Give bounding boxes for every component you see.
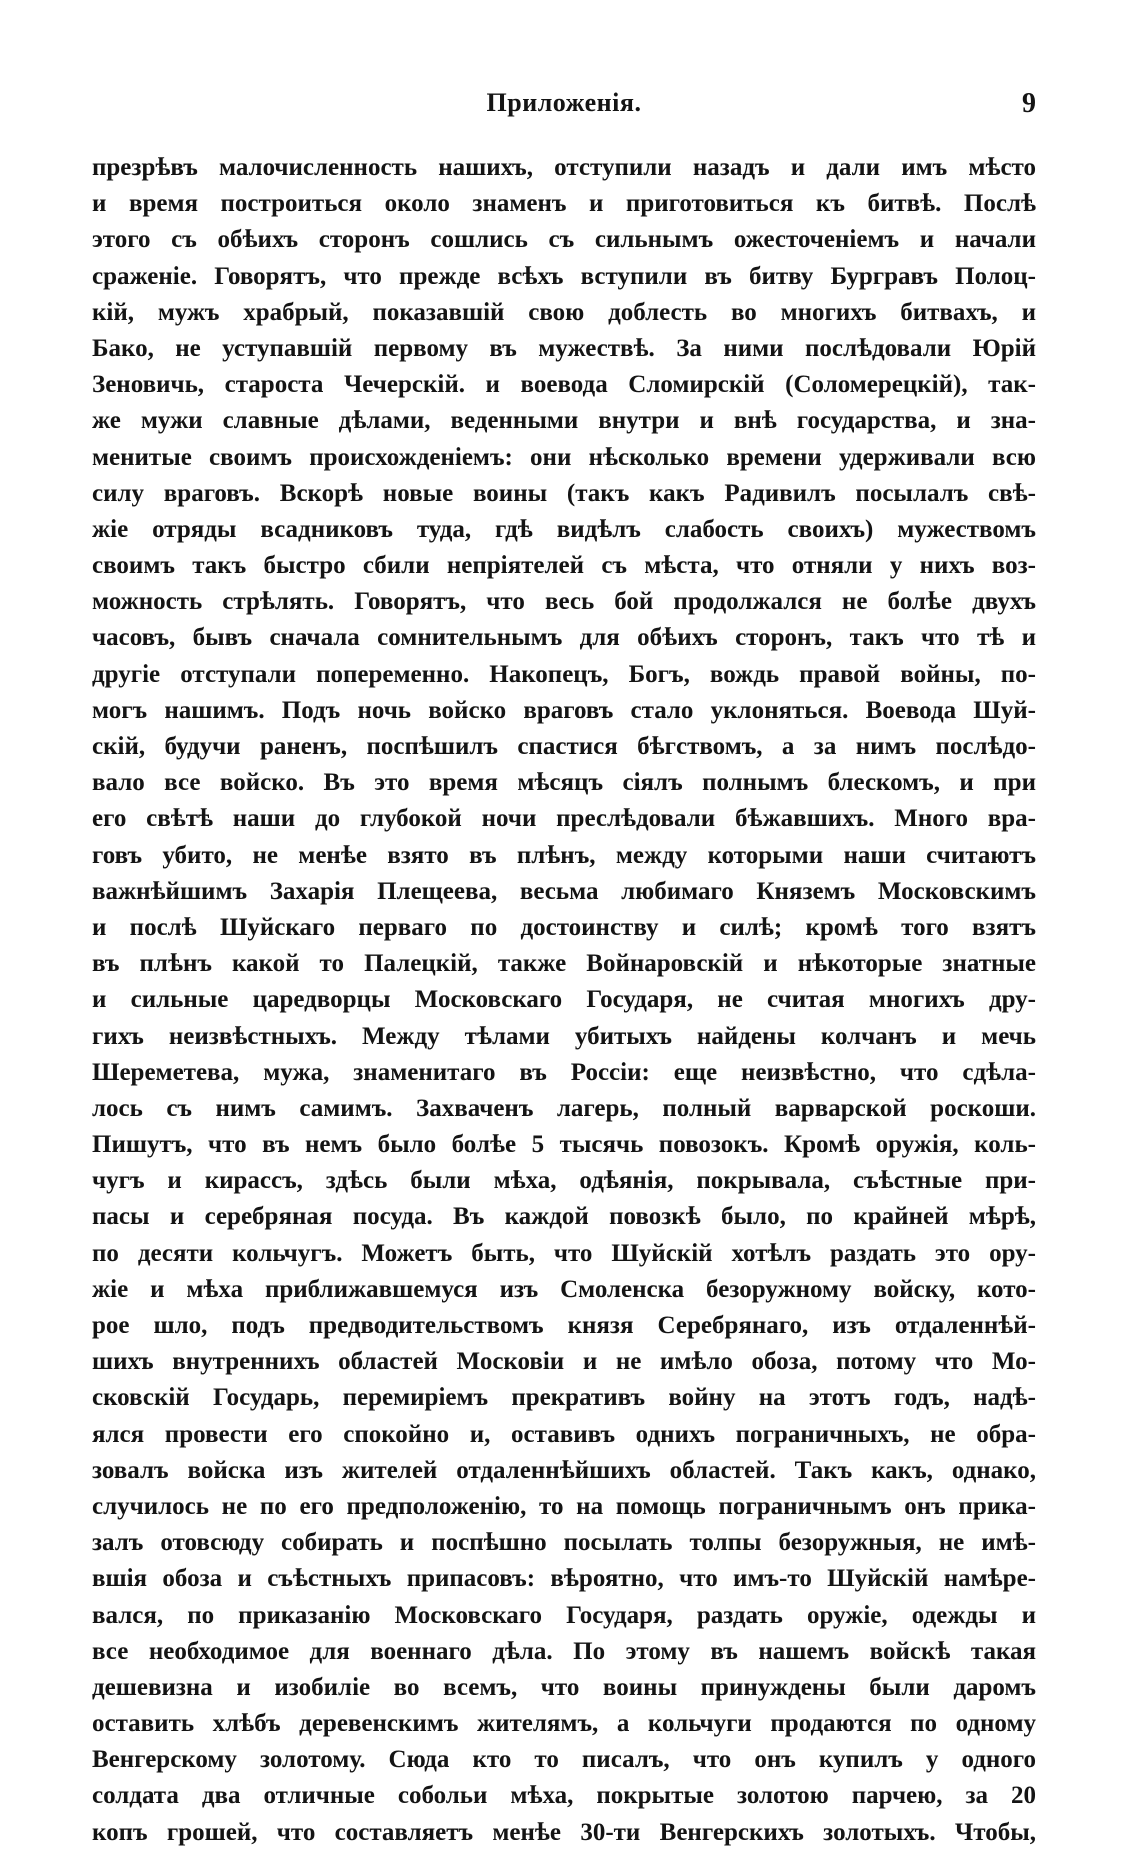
text-line: и сильные царедворцы Московскаго Государя, не считая многихъ дру- <box>92 986 1036 1014</box>
text-line: менитые своимъ происхожденіемъ: они нѣсколько времени удерживали всю <box>92 443 1036 471</box>
text-line: и время построиться около знаменъ и приготовиться къ битвѣ. Послѣ <box>92 190 1036 218</box>
text-line: Венгерскому золотому. Сюда кто то писалъ, что онъ купилъ у одного <box>92 1746 1036 1774</box>
text-line: Пишутъ, что въ немъ было болѣе 5 тысячь повозокъ. Кромѣ оружія, коль- <box>92 1131 1036 1159</box>
text-line: презрѣвъ малочисленность нашихъ, отступили назадъ и дали имъ мѣсто <box>92 154 1036 181</box>
text-line: по десяти кольчугъ. Можетъ быть, что Шуйскій хотѣлъ раздать это ору- <box>92 1239 1036 1267</box>
text-line: лось съ нимъ самимъ. Захваченъ лагерь, полный варварской роскоши. <box>92 1094 1036 1122</box>
text-line: можность стрѣлять. Говорятъ, что весь бой продолжался не болѣе двухъ <box>92 588 1036 616</box>
text-line: копъ грошей, что составляетъ менѣе 30-ти Венгерскихъ золотыхъ. Чтобы, <box>92 1818 1036 1846</box>
text-line: въ плѣнъ какой то Палецкій, также Войнаровскій и нѣкоторые знатные <box>92 950 1036 978</box>
text-line: зовалъ войска изъ жителей отдаленнѣйшихъ областей. Такъ какъ, однако, <box>92 1456 1036 1484</box>
running-title: Приложенія. <box>486 88 642 117</box>
text-line: залъ отовсюду собирать и поспѣшно посылать толпы безоружныя, не имѣ- <box>92 1529 1036 1557</box>
text-line: шихъ внутреннихъ областей Московіи и не имѣло обоза, потому что Мо- <box>92 1348 1036 1376</box>
text-line: другіе отступали попеременно. Накопецъ, Богъ, вождь правой войны, по- <box>92 660 1036 688</box>
text-line: рое шло, подъ предводительствомъ князя Серебрянаго, изъ отдаленнѣй- <box>92 1312 1036 1339</box>
text-line: чугъ и кирассъ, здѣсь были мѣха, одѣянія, покрывала, съѣстные при- <box>92 1167 1036 1195</box>
text-line: часовъ, бывъ сначала сомнительнымъ для обѣихъ сторонъ, такъ что тѣ и <box>92 624 1036 652</box>
text-line: своимъ такъ быстро сбили непріятелей съ мѣста, что отняли у нихъ воз- <box>92 552 1036 580</box>
text-line: же мужи славные дѣлами, веденными внутри и внѣ государства, и зна- <box>92 407 1036 435</box>
text-line: Бако, не уступавшій первому въ мужествѣ. За ними послѣдовали Юрій <box>92 334 1036 362</box>
text-line: силу враговъ. Вскорѣ новые воины (такъ какъ Радивилъ посылалъ свѣ- <box>92 479 1036 507</box>
page-number: 9 <box>1022 88 1036 119</box>
text-line: ялся провести его спокойно и, оставивъ однихъ пограничныхъ, не обра- <box>92 1420 1036 1448</box>
text-line: говъ убито, не менѣе взято въ плѣнъ, между которыми наши считаютъ <box>92 841 1036 869</box>
text-line: могъ нашимъ. Подъ ночь войско враговъ стало уклоняться. Воевода Шуй- <box>92 696 1036 724</box>
body-text <box>92 150 1036 1851</box>
text-line: важнѣйшимъ Захарія Плещеева, весьма любимаго Княземъ Московскимъ <box>92 877 1036 905</box>
text-line: жіе и мѣха приближавшемуся изъ Смоленска безоружному войску, кото- <box>92 1275 1036 1303</box>
text-line: дешевизна и изобиліе во всемъ, что воины принуждены были даромъ <box>92 1673 1036 1701</box>
text-line: вался, по приказанію Московскаго Государя, раздать оружіе, одежды и <box>92 1601 1036 1629</box>
text-line: солдата два отличные собольи мѣха, покрытые золотою парчею, за 20 <box>92 1782 1036 1810</box>
text-line: скій, будучи раненъ, поспѣшилъ спастися бѣгствомъ, а за нимъ послѣдо- <box>92 733 1036 760</box>
text-line: гихъ неизвѣстныхъ. Между тѣлами убитыхъ найдены колчанъ и мечь <box>92 1022 1036 1050</box>
text-line: оставить хлѣбъ деревенскимъ жителямъ, а кольчуги продаются по одному <box>92 1710 1036 1738</box>
text-line: Зеновичь, староста Чечерскій. и воевода Сломирскій (Соломерецкій), так- <box>92 371 1036 399</box>
text-line: и послѣ Шуйскаго перваго по достоинству и силѣ; кромѣ того взятъ <box>92 913 1036 941</box>
text-line: пасы и серебряная посуда. Въ каждой повозкѣ было, по крайней мѣрѣ, <box>92 1203 1036 1231</box>
text-line: сковскій Государь, перемиріемъ прекративъ войну на этотъ годъ, надѣ- <box>92 1384 1036 1412</box>
text-line: жіе отряды всадниковъ туда, гдѣ видѣлъ слабость своихъ) мужествомъ <box>92 515 1036 543</box>
text-line: вшія обоза и съѣстныхъ припасовъ: вѣроятно, что имъ-то Шуйскій намѣре- <box>92 1565 1036 1593</box>
text-line: сраженіе. Говорятъ, что прежде всѣхъ вступили въ битву Бургравъ Полоц- <box>92 262 1036 290</box>
text-line: вало все войско. Въ это время мѣсяцъ сіялъ полнымъ блескомъ, и при <box>92 769 1036 797</box>
page-header <box>92 88 1036 124</box>
text-line: случилось не по его предположенію, то на помощь пограничнымъ онъ прика- <box>92 1492 1036 1520</box>
text-line: все необходимое для военнаго дѣла. По этому въ нашемъ войскѣ такая <box>92 1637 1036 1665</box>
text-line: его свѣтѣ наши до глубокой ночи преслѣдовали бѣжавшихъ. Много вра- <box>92 805 1036 833</box>
text-line: Шереметева, мужа, знаменитаго въ Россіи: еще неизвѣстно, что сдѣла- <box>92 1058 1036 1086</box>
text-line: этого съ обѣихъ сторонъ сошлись съ сильнымъ ожесточеніемъ и начали <box>92 226 1036 254</box>
text-line: кій, мужъ храбрый, показавшій свою доблесть во многихъ битвахъ, и <box>92 298 1036 326</box>
